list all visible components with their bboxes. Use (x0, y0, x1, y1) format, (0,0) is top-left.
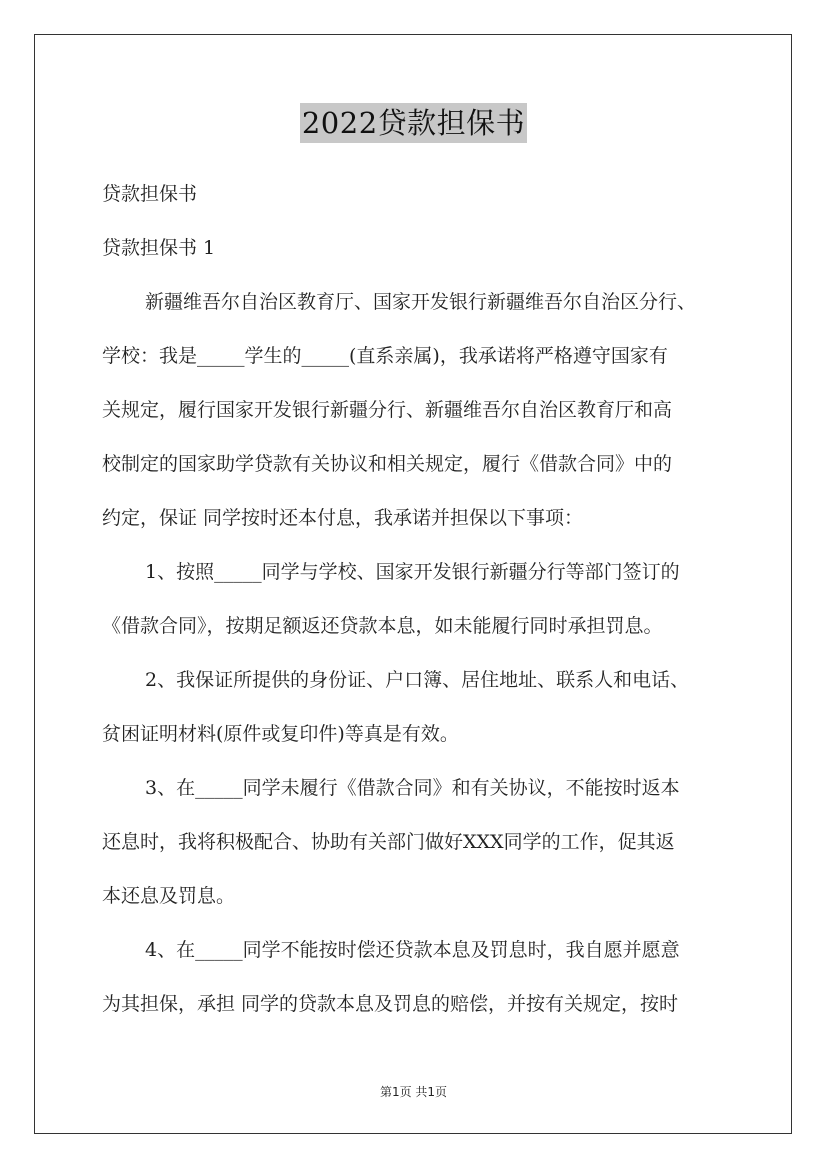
list-item-1-line: 1、按照_____同学与学校、国家开发银行新疆分行等部门签订的 (145, 561, 680, 583)
list-item-4-line: 为其担保，承担 同学的贷款本息及罚息的赔偿，并按有关规定，按时 (102, 993, 679, 1015)
list-item-3-line: 本还息及罚息。 (102, 885, 236, 907)
section-heading: 贷款担保书 (102, 183, 198, 205)
document-title: 2022贷款担保书 (300, 103, 527, 143)
list-item-1-line: 《借款合同》，按期足额返还贷款本息，如未能履行同时承担罚息。 (102, 615, 663, 637)
list-item-2-line: 2、我保证所提供的身份证、户口簿、居住地址、联系人和电话、 (145, 669, 690, 691)
paragraph-line: 关规定，履行国家开发银行新疆分行、新疆维吾尔自治区教育厅和高 (102, 399, 673, 421)
paragraph-line: 校制定的国家助学贷款有关协议和相关规定，履行《借款合同》中的 (102, 453, 673, 475)
list-item-4-line: 4、在_____同学不能按时偿还贷款本息及罚息时，我自愿并愿意 (145, 939, 680, 961)
paragraph-line: 约定，保证 同学按时还本付息，我承诺并担保以下事项： (102, 507, 584, 529)
list-item-3-line: 3、在_____同学未履行《借款合同》和有关协议，不能按时返本 (145, 777, 680, 799)
title-container (0, 103, 827, 143)
list-item-3-line: 还息时，我将积极配合、协助有关部门做好XXX同学的工作，促其返 (102, 831, 675, 853)
paragraph-line: 学校：我是_____学生的_____(直系亲属)，我承诺将严格遵守国家有 (102, 345, 668, 367)
list-item-2-line: 贫困证明材料(原件或复印件)等真是有效。 (102, 723, 459, 745)
page-footer: 第1页 共1页 (379, 1085, 448, 1099)
subsection-heading: 贷款担保书 1 (102, 237, 216, 259)
paragraph-line: 新疆维吾尔自治区教育厅、国家开发银行新疆维吾尔自治区分行、 (145, 291, 697, 313)
